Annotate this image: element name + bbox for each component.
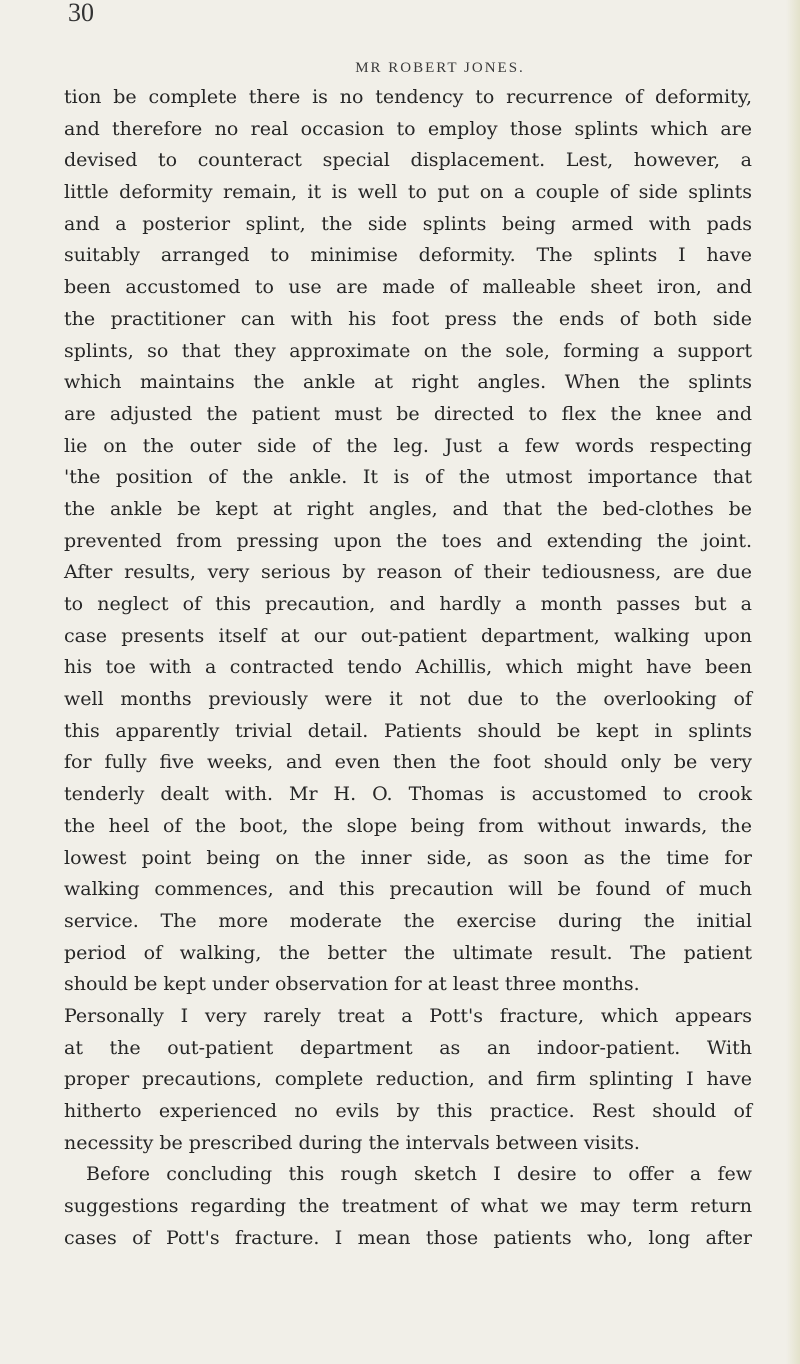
page-number: 30 <box>68 0 94 27</box>
body-text <box>64 82 752 1254</box>
text-line: been accustomed to use are made of malleable sheet iron, and <box>64 276 752 299</box>
text-line: lie on the outer side of the leg. Just a few words respecting <box>64 434 752 457</box>
text-line: suggestions regarding the treatment of what we may term return <box>64 1195 752 1218</box>
text-line: necessity be prescribed during the intervals between visits. <box>64 1131 640 1154</box>
text-line: should be kept under observation for at least three months. <box>64 973 640 996</box>
text-line: splints, so that they approximate on the sole, forming a support <box>64 339 752 362</box>
text-line: which maintains the ankle at right angles. When the splints <box>64 371 752 394</box>
text-line: 'the position of the ankle. It is of the utmost importance that <box>64 466 752 489</box>
text-line: walking commences, and this precaution will be found of much <box>64 878 752 901</box>
text-line: cases of Pott's fracture. I mean those patients who, long after <box>64 1226 752 1249</box>
text-line: the ankle be kept at right angles, and that the bed-clothes be <box>64 497 752 520</box>
page-edge-shadow <box>786 0 800 1364</box>
text-line: case presents itself at our out-patient department, walking upon <box>64 624 752 647</box>
text-line: this apparently trivial detail. Patients should be kept in splints <box>64 719 752 742</box>
text-line: the practitioner can with his foot press the ends of both side <box>64 307 752 330</box>
text-line: the heel of the boot, the slope being from without inwards, the <box>64 814 752 837</box>
text-line: period of walking, the better the ultimate result. The patient <box>64 941 752 964</box>
text-line: Personally I very rarely treat a Pott's fracture, which appears <box>64 1004 752 1027</box>
text-line: hitherto experienced no evils by this practice. Rest should of <box>64 1100 752 1122</box>
running-head: MR ROBERT JONES. <box>355 60 525 76</box>
text-line: and a posterior splint, the side splints being armed with pads <box>64 212 752 235</box>
text-line: well months previously were it not due to the overlooking of <box>64 688 752 711</box>
text-line: suitably arranged to minimise deformity. The splints I have <box>64 244 752 267</box>
text-line: at the out-patient department as an indoor-patient. With <box>64 1036 752 1059</box>
text-line: are adjusted the patient must be directed to flex the knee and <box>64 402 752 425</box>
text-line: to neglect of this precaution, and hardly a month passes but a <box>64 593 752 615</box>
text-line: service. The more moderate the exercise during the initial <box>64 909 752 932</box>
text-line: prevented from pressing upon the toes and extending the joint. <box>64 529 752 552</box>
text-line: for fully five weeks, and even then the foot should only be very <box>64 751 752 774</box>
text-line: little deformity remain, it is well to put on a couple of side splints <box>64 181 752 204</box>
text-line: Before concluding this rough sketch I desire to offer a few <box>86 1163 752 1186</box>
text-line: After results, very serious by reason of their tediousness, are due <box>64 561 752 584</box>
text-line: and therefore no real occasion to employ those splints which are <box>64 117 752 140</box>
text-line: lowest point being on the inner side, as soon as the time for <box>64 846 752 869</box>
text-line: devised to counteract special displacement. Lest, however, a <box>64 149 752 172</box>
text-line: tenderly dealt with. Mr H. O. Thomas is accustomed to crook <box>64 783 752 806</box>
text-line: his toe with a contracted tendo Achillis, which might have been <box>64 656 752 679</box>
text-line: proper precautions, complete reduction, and firm splinting I have <box>64 1068 752 1091</box>
text-line: tion be complete there is no tendency to recurrence of deformity, <box>64 86 752 108</box>
